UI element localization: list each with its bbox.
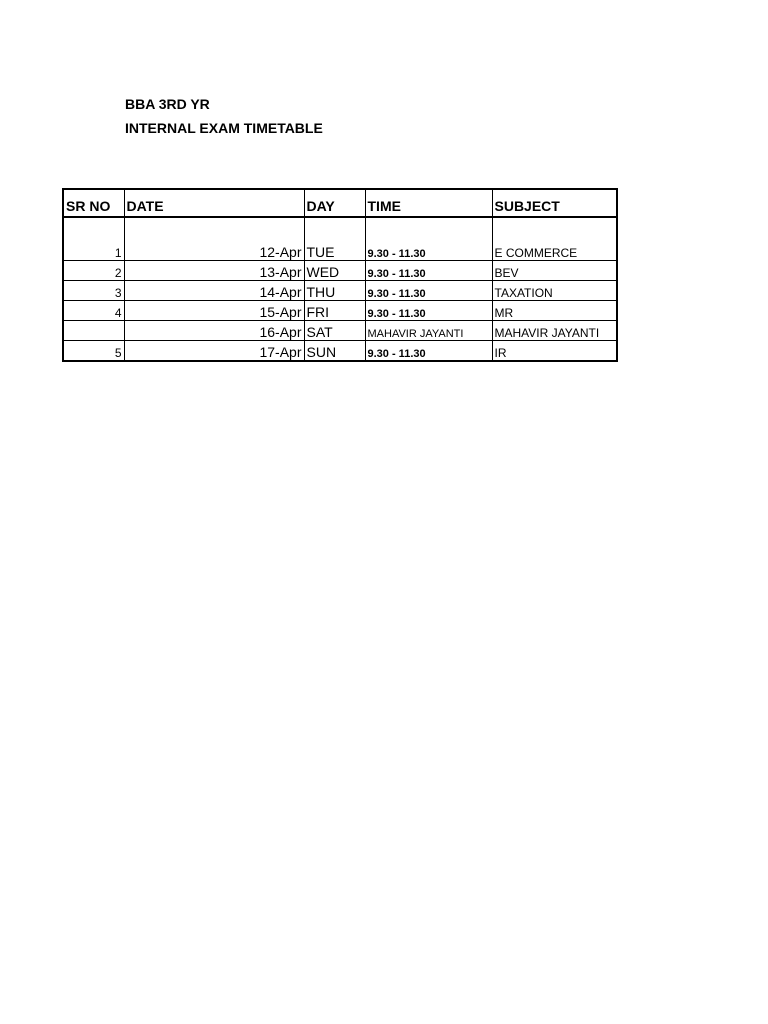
column-header-subject: SUBJECT [492, 189, 617, 217]
cell-time: 9.30 - 11.30 [365, 281, 492, 301]
table-row [63, 301, 617, 321]
cell-date: 12-Apr [124, 217, 304, 261]
cell-subject: MAHAVIR JAYANTI [492, 321, 617, 341]
cell-day: FRI [304, 301, 365, 321]
cell-subject: BEV [492, 261, 617, 281]
cell-day: SUN [304, 341, 365, 362]
cell-sr-no: 1 [63, 217, 124, 261]
cell-day: SAT [304, 321, 365, 341]
table-row [63, 321, 617, 341]
cell-date: 16-Apr [124, 321, 304, 341]
table-row [63, 217, 617, 261]
cell-sr-no [63, 321, 124, 341]
exam-timetable-table [62, 188, 618, 362]
cell-subject: E COMMERCE [492, 217, 617, 261]
cell-date: 13-Apr [124, 261, 304, 281]
table-row [63, 281, 617, 301]
table-row [63, 341, 617, 362]
document-subtitle: INTERNAL EXAM TIMETABLE [125, 120, 323, 136]
cell-time: 9.30 - 11.30 [365, 341, 492, 362]
cell-subject: MR [492, 301, 617, 321]
column-header-time: TIME [365, 189, 492, 217]
table-row [63, 261, 617, 281]
cell-sr-no: 5 [63, 341, 124, 362]
column-header-sr-no: SR NO [63, 189, 124, 217]
cell-date: 15-Apr [124, 301, 304, 321]
cell-sr-no: 4 [63, 301, 124, 321]
cell-day: WED [304, 261, 365, 281]
cell-subject: TAXATION [492, 281, 617, 301]
cell-day: TUE [304, 217, 365, 261]
cell-subject: IR [492, 341, 617, 362]
cell-time: 9.30 - 11.30 [365, 261, 492, 281]
cell-time: MAHAVIR JAYANTI [365, 321, 492, 341]
cell-sr-no: 2 [63, 261, 124, 281]
column-header-date: DATE [124, 189, 304, 217]
column-header-day: DAY [304, 189, 365, 217]
cell-date: 17-Apr [124, 341, 304, 362]
document-title: BBA 3RD YR [125, 96, 210, 112]
table-header-row [63, 189, 617, 217]
cell-sr-no: 3 [63, 281, 124, 301]
cell-day: THU [304, 281, 365, 301]
cell-time: 9.30 - 11.30 [365, 217, 492, 261]
cell-date: 14-Apr [124, 281, 304, 301]
cell-time: 9.30 - 11.30 [365, 301, 492, 321]
